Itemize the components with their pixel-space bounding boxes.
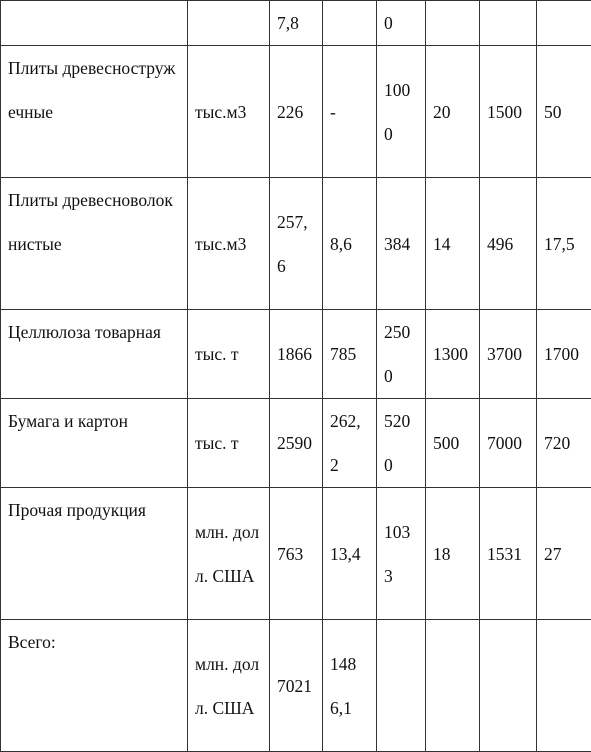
value-cell (426, 1, 480, 46)
value-cell: 1300 (426, 310, 480, 399)
value-cell (537, 620, 591, 752)
value-cell: 1033 (377, 488, 426, 620)
value-cell: 763 (270, 488, 323, 620)
value-cell: 2590 (270, 399, 323, 488)
value-cell: 18 (426, 488, 480, 620)
value-cell: 20 (426, 46, 480, 178)
value-cell: 500 (426, 399, 480, 488)
value-cell: 257,6 (270, 178, 323, 310)
value-cell: 3700 (480, 310, 537, 399)
table-row (1, 310, 591, 399)
value-cell: 50 (537, 46, 591, 178)
value-cell: 1486,1 (323, 620, 377, 752)
value-cell: 384 (377, 178, 426, 310)
value-cell: 1866 (270, 310, 323, 399)
table-row (1, 46, 591, 178)
value-cell: 262,2 (323, 399, 377, 488)
value-cell: 5200 (377, 399, 426, 488)
value-cell (323, 1, 377, 46)
value-cell: 496 (480, 178, 537, 310)
value-cell: 1700 (537, 310, 591, 399)
unit-cell: тыс. т (188, 310, 270, 399)
value-cell: 720 (537, 399, 591, 488)
value-cell: 14 (426, 178, 480, 310)
value-cell: 785 (323, 310, 377, 399)
value-cell (377, 620, 426, 752)
value-cell: 1000 (377, 46, 426, 178)
value-cell: 27 (537, 488, 591, 620)
value-cell: 7000 (480, 399, 537, 488)
table-row (1, 488, 591, 620)
value-cell: 7021 (270, 620, 323, 752)
value-cell: 226 (270, 46, 323, 178)
product-cell: Прочая продукция (1, 488, 188, 620)
value-cell (480, 1, 537, 46)
table-row (1, 1, 591, 46)
value-cell: 7,8 (270, 1, 323, 46)
unit-cell: тыс.м3 (188, 46, 270, 178)
product-cell: Бумага и картон (1, 399, 188, 488)
unit-cell (188, 1, 270, 46)
value-cell (426, 620, 480, 752)
product-cell: Плиты древесноволокнистые (1, 178, 188, 310)
unit-cell: млн. долл. США (188, 488, 270, 620)
value-cell: 13,4 (323, 488, 377, 620)
unit-cell: тыс.м3 (188, 178, 270, 310)
unit-cell: тыс. т (188, 399, 270, 488)
value-cell: 2500 (377, 310, 426, 399)
product-cell: Плиты древесностружечные (1, 46, 188, 178)
unit-cell: млн. долл. США (188, 620, 270, 752)
table-row (1, 399, 591, 488)
table-row (1, 620, 591, 752)
value-cell: 17,5 (537, 178, 591, 310)
value-cell: 1500 (480, 46, 537, 178)
value-cell (537, 1, 591, 46)
product-cell: Всего: (1, 620, 188, 752)
value-cell (480, 620, 537, 752)
product-cell (1, 1, 188, 46)
value-cell: 0 (377, 1, 426, 46)
table-row (1, 178, 591, 310)
value-cell: 8,6 (323, 178, 377, 310)
value-cell: 1531 (480, 488, 537, 620)
product-cell: Целлюлоза товарная (1, 310, 188, 399)
value-cell: - (323, 46, 377, 178)
